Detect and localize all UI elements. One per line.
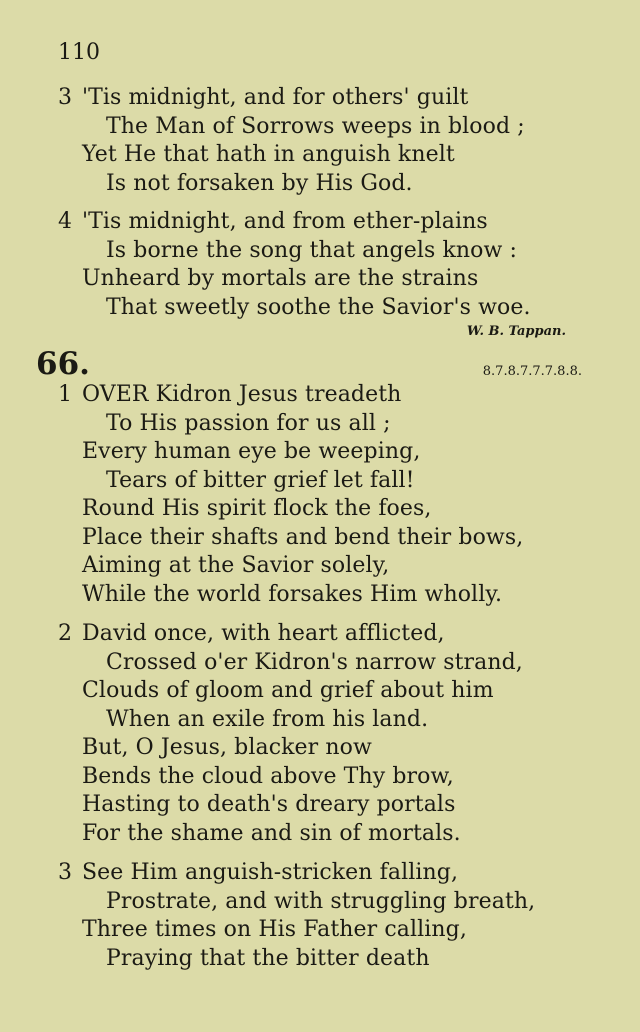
stanza-number: 4: [58, 209, 73, 234]
verse-line: Unheard by mortals are the strains: [82, 266, 479, 291]
verse-line: Is not forsaken by His God.: [106, 170, 413, 196]
verse-line: The Man of Sorrows weeps in blood ;: [106, 113, 525, 139]
hymn-stanza-1: [58, 381, 523, 609]
verse-line: See Him anguish-stricken falling,: [82, 860, 459, 885]
verse-line: But, O Jesus, blacker now: [82, 735, 372, 760]
verse-line: Aiming at the Savior solely,: [82, 553, 390, 578]
stanza-number: 2: [58, 621, 73, 646]
author-attribution: W. B. Tappan.: [466, 324, 566, 339]
verse-line: Yet He that hath in anguish knelt: [82, 142, 455, 167]
stanza-number: 3: [58, 85, 73, 110]
hymn-stanza-3: [58, 859, 535, 973]
verse-line: Hasting to death's dreary portals: [82, 792, 456, 817]
verse-line: Clouds of gloom and grief about him: [82, 678, 494, 703]
page-number: 110: [58, 40, 100, 65]
verse-line: That sweetly soothe the Savior's woe.: [106, 294, 531, 320]
verse-line: To His passion for us all ;: [106, 410, 391, 436]
verse-line: Every human eye be weeping,: [82, 439, 421, 464]
stanza-number: 1: [58, 382, 73, 407]
verse-line: Round His spirit flock the foes,: [82, 496, 432, 521]
verse-line: OVER Kidron Jesus treadeth: [82, 382, 402, 407]
hymn-stanza-2: [58, 620, 523, 848]
verse-line: Place their shafts and bend their bows,: [82, 524, 524, 550]
verse-line: When an exile from his land.: [106, 706, 429, 732]
hymn-number: 66.: [36, 346, 90, 382]
verse-line: Is borne the song that angels know :: [106, 237, 518, 263]
verse-line: David once, with heart afflicted,: [82, 621, 445, 646]
verse-line: 'Tis midnight, and for others' guilt: [82, 85, 469, 110]
verse-line: For the shame and sin of mortals.: [82, 820, 461, 846]
verse-line: Bends the cloud above Thy brow,: [82, 763, 454, 789]
verse-line: 'Tis midnight, and from ether-plains: [82, 209, 488, 234]
hymn-meter: 8.7.8.7.7.7.8.8.: [482, 364, 582, 379]
verse-line: While the world forsakes Him wholly.: [82, 581, 503, 607]
verse-line: Crossed o'er Kidron's narrow strand,: [106, 649, 523, 675]
prev-stanza-3: [58, 84, 525, 198]
verse-line: Praying that the bitter death: [106, 945, 430, 971]
stanza-number: 3: [58, 860, 73, 885]
verse-line: Prostrate, and with struggling breath,: [106, 888, 536, 914]
verse-line: Tears of bitter grief let fall!: [106, 467, 415, 493]
prev-stanza-4: [58, 208, 531, 322]
verse-line: Three times on His Father calling,: [82, 917, 467, 942]
